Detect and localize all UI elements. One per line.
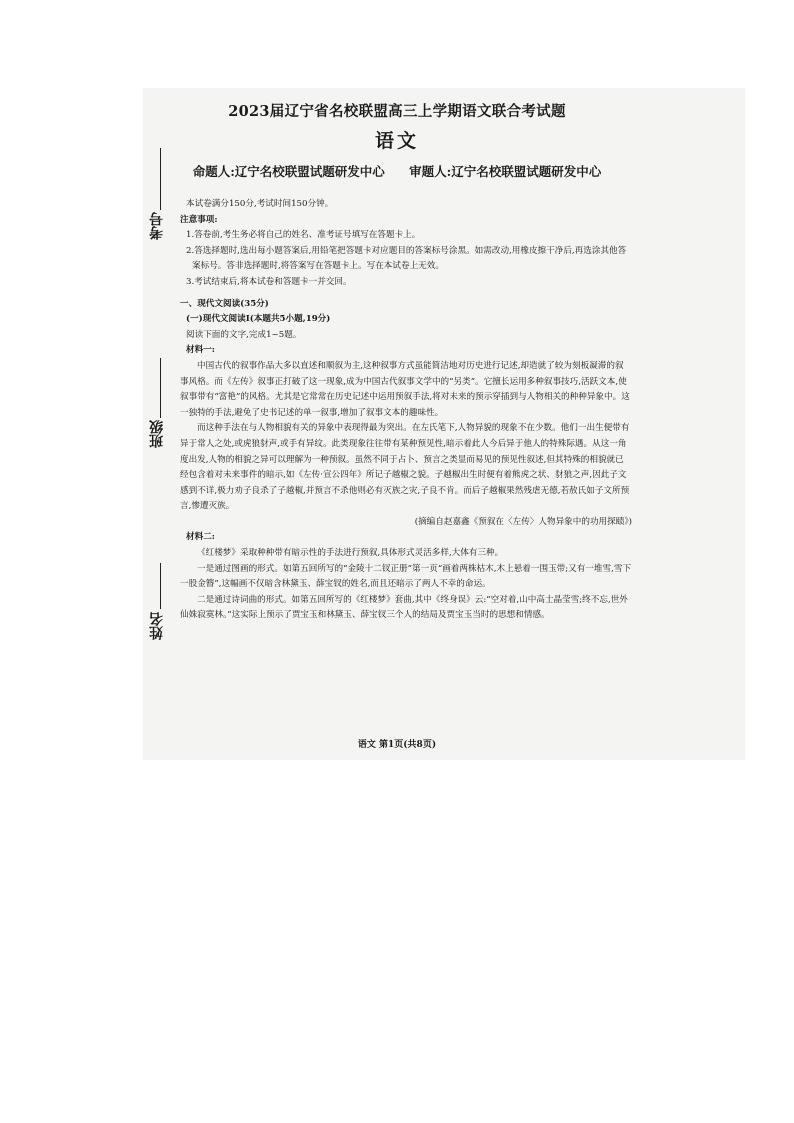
paragraph: 而这种手法在与人物相貌有关的异象中表现得最为突出。在左氏笔下,人物异貌的现象不在少数。他们一出生便带有异于常人之处,或虎狼豺声,或手有异纹。此类现象往往带有某种预见性,暗示着此人今后异于他人的特殊际遇。从这一角度出发,人物的相貌之异可以理解为一种预叙。虽然不同于占卜、预言之类显而易见的预见性叙述,但其特殊的相貌就已经包含着对未来事件的暗示,如《左传·宣公四年》所记子越椒之貌。子越椒出生时便有着熊虎之状、豺狼之声,因此子文感到不详,极力劝子良杀了子越椒,并预言不杀他则必有灭族之灾,子良不肯。而后子越椒果然残虐无德,若敖氏如子文所预言,惨遭灭族。	[180, 423, 630, 512]
name-line	[160, 563, 161, 609]
material2-label: 材料二:	[186, 532, 215, 543]
instruction: 阅读下面的文字,完成1~5题。	[186, 329, 302, 340]
exam-title: 2023届辽宁省名校联盟高三上学期语文联合考试题	[228, 103, 566, 120]
section-heading: 一、现代文阅读(35分)	[180, 298, 269, 309]
subject-title: 语文	[374, 130, 419, 152]
paragraph: 二是通过诗词曲的形式。如第五回所写的《红楼梦》套曲,其中《终身误》云:“空对着,山中高士晶莹雪;终不忘,世外仙姝寂寞林。”这实际上预示了贾宝玉和林黛玉、薛宝钗三个人的结局及贾宝玉当时的思想和情感。	[180, 594, 628, 621]
side-label-class: 班级	[149, 420, 165, 448]
class-line	[160, 358, 161, 418]
notice-item: 2.答选择题时,选出每小题答案后,用铅笔把答题卡对应题目的答案标号涂黑。如需改动,用橡皮擦干净后,再选涂其他答案标号。答非选择题时,将答案写在答题卡上。写在本试卷上无效。	[186, 245, 627, 272]
side-label-name: 姓名	[149, 612, 165, 640]
material1-label: 材料一:	[186, 345, 215, 356]
exam-no-line	[160, 148, 161, 210]
notice-heading: 注意事项:	[180, 214, 218, 225]
sub-section-heading: (一)现代文阅读Ⅰ(本题共5小题,19分)	[186, 314, 331, 325]
page-footer: 语文 第1页(共8页)	[357, 740, 437, 750]
notice-item: 1.答卷前,考生务必将自己的姓名、准考证号填写在答题卡上。	[186, 230, 421, 241]
intro-text: 本试卷满分150分,考试时间150分钟。	[186, 199, 334, 209]
paragraph: 中国古代的叙事作品大多以直述和顺叙为主,这种叙事方式虽能简洁地对历史进行记述,却造就了较为刻板凝滞的叙事风格。而《左传》叙事正打破了这一现象,成为中国古代叙事文学中的“另类”。它擅长运用多种叙事技巧,活跃文本,使叙事带有“富艳”的风格。尤其是它常常在历史记述中运用预叙手法,将对未来的预示穿插到与人物相关的种种异象中。这一独特的手法,避免了史书记述的单一叙事,增加了叙事文本的趣味性。	[180, 360, 630, 418]
side-label-exam-no: 考号	[149, 212, 165, 240]
author-line	[0, 162, 794, 180]
setter: 命题人:辽宁名校联盟试题研发中心	[192, 164, 385, 179]
exam-body	[180, 197, 632, 624]
reviewer: 审题人:辽宁名校联盟试题研发中心	[409, 164, 602, 179]
paragraph: 一是通过图画的形式。如第五回所写的“金陵十二钗正册”第一页“画着两株枯木,木上悬着一围玉带;又有一堆雪,雪下一股金簪”,这幅画不仅暗含林黛玉、薛宝钗的姓名,而且还暗示了两人不幸的命运。	[180, 563, 632, 590]
material1-source: (摘编自赵嘉鑫《预叙在〈左传〉人物异象中的功用探赜》)	[414, 516, 632, 527]
paragraph: 《红楼梦》采取种种带有暗示性的手法进行预叙,具体形式灵活多样,大体有三种。	[197, 548, 504, 559]
notice-item: 3.考试结束后,将本试卷和答题卡一并交回。	[186, 276, 352, 287]
